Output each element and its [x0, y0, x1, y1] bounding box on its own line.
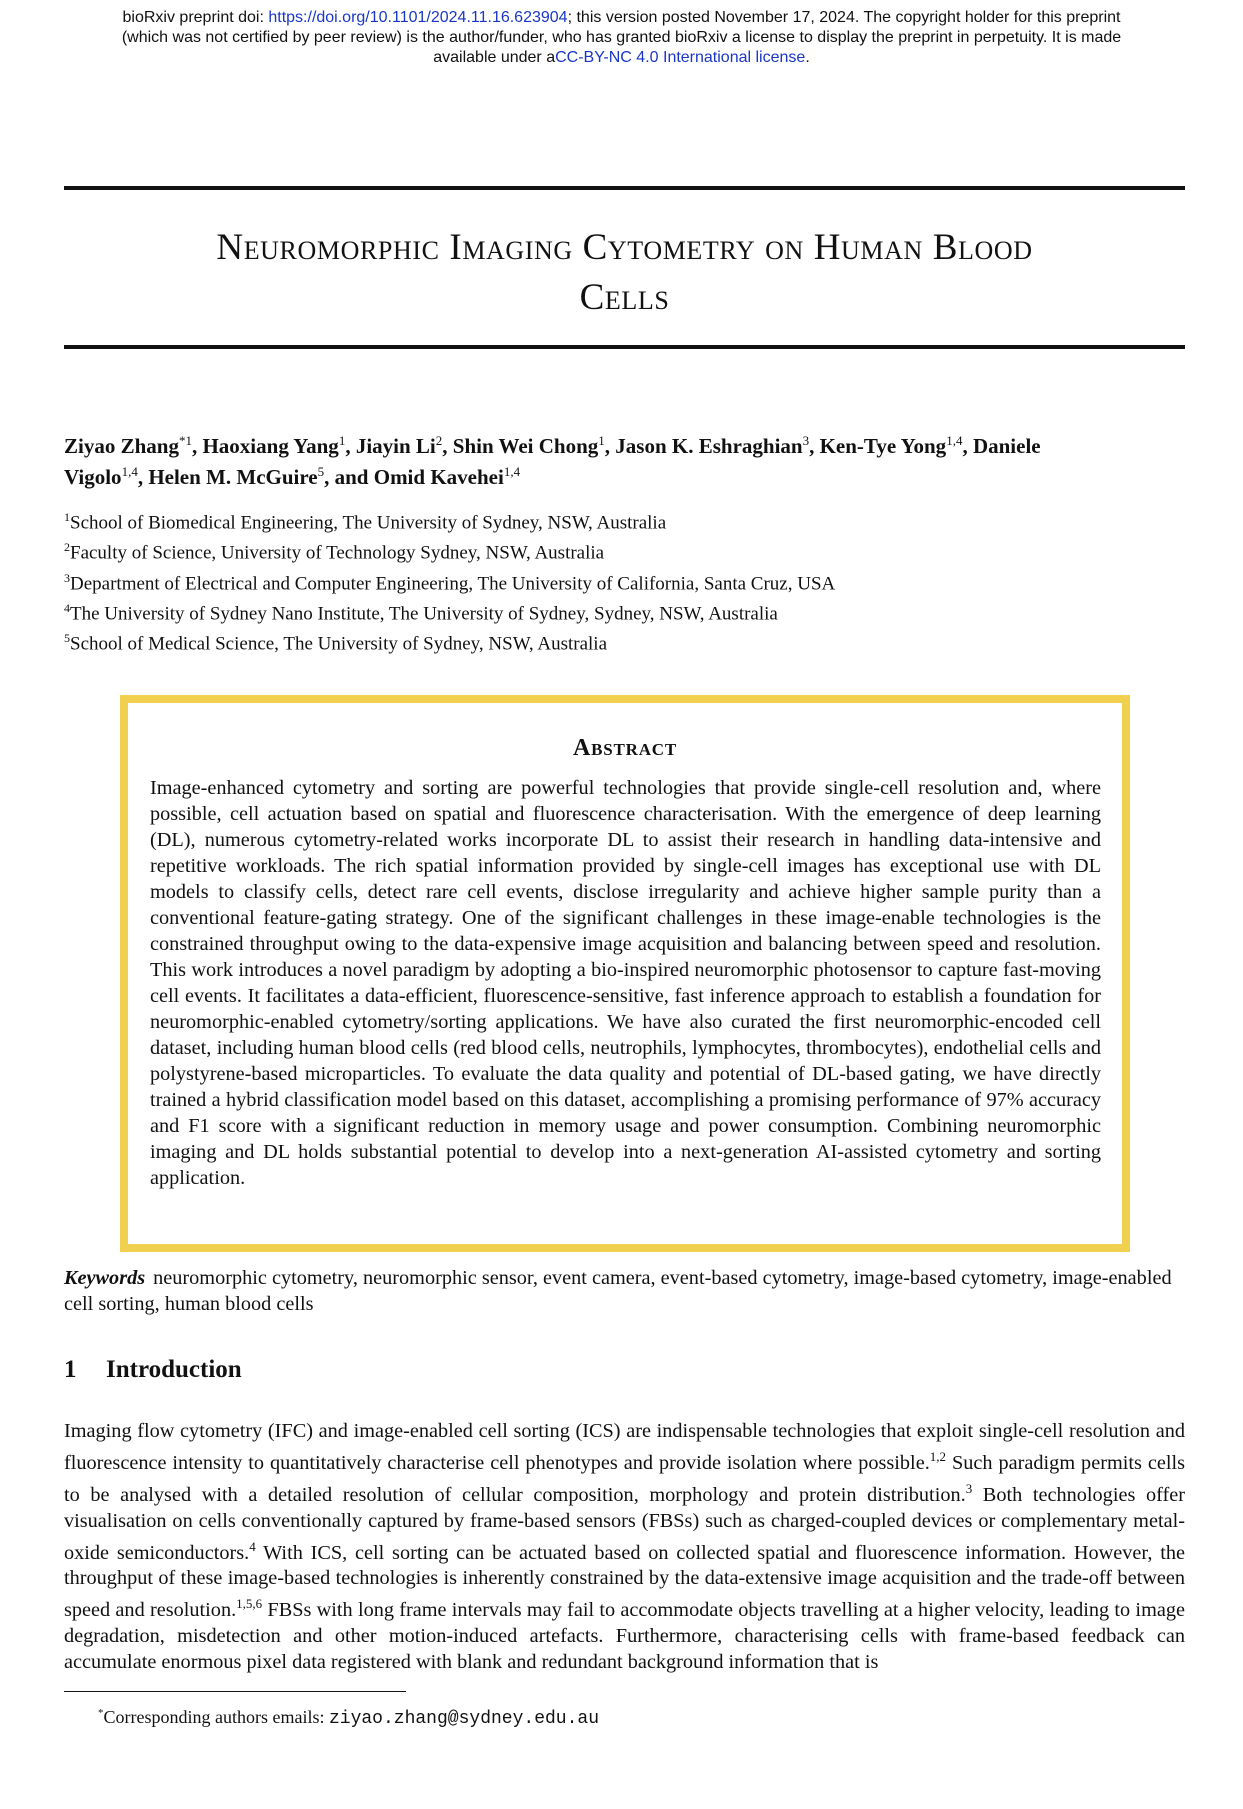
- author-affil-sup: *1: [178, 433, 192, 448]
- author: [453, 434, 605, 458]
- author-line-2: Vigolo$^{1,4}$, Helen M. McGuire$^5$, and Omid Kavehei$^{1,4}$: [64, 464, 521, 489]
- citation-sup: 4: [249, 1538, 256, 1554]
- author: [64, 465, 138, 489]
- author-name: Ziyao Zhang: [64, 434, 179, 458]
- corresponding-email[interactable]: ziyao.zhang@sydney.edu.au: [328, 1709, 600, 1729]
- affiliation-text: Department of Electrical and Computer Engineering, The University of California, Santa Cruz, USA: [70, 572, 836, 594]
- title-rule-top: [64, 186, 1185, 190]
- intro-text: FBSs with long frame intervals may fail to accommodate objects travelling at a higher velocity, leading to image degradation, misdetection and other motion-induced artefacts. Furthermore, characterising cells with frame-based feedback can accumulate enormous pixel data registered with blank and redundant background information that is: [64, 1599, 1185, 1674]
- affiliation-text: Faculty of Science, University of Technology Sydney, NSW, Australia: [70, 542, 605, 564]
- affiliation-sup: 5: [64, 631, 70, 646]
- citation-sup: 1,5,6: [236, 1596, 263, 1612]
- affiliation: [64, 505, 1185, 535]
- affiliation: [64, 566, 1185, 596]
- affiliation-text: School of Biomedical Engineering, The University of Sydney, NSW, Australia: [70, 512, 667, 534]
- banner-text: available under a: [433, 49, 556, 66]
- affiliation: [64, 535, 1185, 565]
- affiliation-sup: 2: [64, 540, 70, 555]
- author-affil-sup: 1: [598, 433, 605, 448]
- affiliation-text: The University of Sydney Nano Institute, The University of Sydney, Sydney, NSW, Australia: [70, 603, 778, 625]
- author-name: Daniele: [972, 434, 1041, 458]
- preprint-banner: [0, 8, 1243, 68]
- banner-text: bioRxiv preprint doi:: [122, 9, 269, 26]
- keywords-text: neuromorphic cytometry, neuromorphic sensor, event camera, event-based cytometry, image-based cytometry, image-enabled cell sorting, human blood cells: [64, 1267, 1172, 1315]
- abstract-body: Image-enhanced cytometry and sorting are powerful technologies that provide single-cell resolution and, where possible, cell actuation based on spatial and fluorescence characterisation. With the emergence of deep learning (DL), numerous cytometry-related works incorporate DL to assist their research in handling data-intensive and repetitive workloads. The rich spatial information provided by single-cell images has exceptional use with DL models to classify cells, detect rare cell events, disclose irregularity and achieve higher sample purity than a conventional feature-gating strategy. One of the significant challenges in these image-enable technologies is the constrained throughput owing to the data-expensive image acquisition and balancing between speed and resolution. This work introduces a novel paradigm by adopting a bio-inspired neuromorphic photosensor to capture fast-moving cell events. It facilitates a data-efficient, fluorescence-sensitive, fast inference approach to establish a foundation for neuromorphic-enabled cytometry/sorting applications. We have also curated the first neuromorphic-encoded cell dataset, including human blood cells (red blood cells, neutrophils, lymphocytes, thrombocytes), endothelial cells and polystyrene-based microparticles. To evaluate the data quality and potential of DL-based gating, we have directly trained a hybrid classification model based on this dataset, accomplishing a promising performance of 97% accuracy and F1 score with a significant reduction in memory usage and power consumption. Combining neuromorphic imaging and DL holds substantial potential to develop into a next-generation AI-assisted cytometry and sorting application.: [150, 777, 1101, 1189]
- intro-text: Such paradigm permits cells to be analysed with a detailed resolution of cellular composition, morphology and protein distribution.: [64, 1451, 1186, 1506]
- footnote: [98, 1702, 599, 1730]
- section-number: 1: [64, 1356, 77, 1383]
- author-name: Ken-Tye Yong: [819, 434, 947, 458]
- author-affil-sup: 5: [317, 464, 325, 479]
- citation-sup: 1,2: [929, 1449, 947, 1464]
- author-name: Vigolo: [64, 465, 122, 489]
- author: [615, 434, 809, 458]
- author: [148, 465, 324, 489]
- author-affil-sup: 1: [338, 433, 346, 448]
- author: [356, 434, 442, 458]
- keywords: [64, 1265, 1185, 1317]
- author-list: [64, 428, 1185, 490]
- banner-line-1: [0, 8, 1243, 28]
- section-heading: [64, 1356, 242, 1384]
- author-affil-sup: 3: [802, 433, 810, 448]
- author: [973, 434, 1041, 458]
- doi-link[interactable]: https://doi.org/10.1101/2024.11.16.623904: [268, 9, 568, 26]
- keywords-label: Keywords: [64, 1267, 146, 1289]
- author-affil-sup: 1,4: [503, 464, 521, 479]
- intro-text: With ICS, cell sorting can be actuated based on collected spatial and fluorescence information. However, the throughput of these image-based technologies is inherently constrained by the data-extensive image acquisition and the trade-off between speed and resolution.: [64, 1541, 1185, 1622]
- intro-paragraph: [64, 1418, 1185, 1675]
- footnote-marker: *: [98, 1707, 104, 1719]
- author-affil-sup: 1,4: [121, 464, 138, 479]
- author-name: Shin Wei Chong: [452, 434, 599, 458]
- author-affil-sup: 1,4: [946, 433, 963, 448]
- author-name: Helen M. McGuire: [148, 465, 318, 489]
- author: [202, 434, 345, 458]
- author-affil-sup: 2: [435, 433, 443, 448]
- paper-title: [64, 223, 1185, 323]
- author: [335, 465, 520, 489]
- citation-sup: 3: [965, 1480, 973, 1496]
- author-name: and Omid Kavehei: [334, 465, 504, 489]
- affiliation: [64, 626, 1185, 656]
- banner-text: .: [805, 49, 810, 66]
- footnote-rule: [64, 1691, 406, 1692]
- affiliation-list: [64, 505, 1185, 657]
- affiliation-sup: 3: [64, 570, 70, 585]
- banner-line-3: [0, 48, 1243, 68]
- title-line-2: Cells: [579, 277, 670, 318]
- author-line-1: Ziyao Zhang$^{*1}$, Haoxiang Yang$^1$, Jiayin Li$^2$, Shin Wei Chong$^1$, Jason K. Eshraghian$^3$, Ken-Tye Yong$^{1,4}$, Daniele: [64, 433, 1041, 458]
- author-name: Jiayin Li: [355, 434, 436, 458]
- author-name: Jason K. Eshraghian: [615, 434, 803, 458]
- abstract-heading: Abstract: [572, 735, 678, 761]
- title-line-1: Neuromorphic Imaging Cytometry on Human Blood: [216, 227, 1033, 268]
- affiliation-text: School of Medical Science, The University of Sydney, NSW, Australia: [70, 633, 608, 655]
- author: [64, 434, 192, 458]
- author-name: Haoxiang Yang: [202, 434, 339, 458]
- title-rule-bottom: [64, 345, 1185, 349]
- intro-text: Imaging flow cytometry (IFC) and image-enabled cell sorting (ICS) are indispensable technologies that exploit single-cell resolution and fluorescence intensity to quantitatively characterise cell phenotypes and provide isolation where possible.: [64, 1420, 1185, 1474]
- affiliation-sup: 4: [64, 600, 70, 615]
- banner-text: ; this version posted November 17, 2024. The copyright holder for this preprint: [567, 9, 1121, 26]
- license-link[interactable]: CC-BY-NC 4.0 International license: [555, 49, 806, 66]
- footnote-label: Corresponding authors emails:: [103, 1707, 329, 1727]
- affiliation-sup: 1: [64, 510, 70, 524]
- banner-line-2: (which was not certified by peer review) is the author/funder, who has granted bioRxiv a license to display the preprint in perpetuity. It is made: [121, 29, 1122, 46]
- section-title: Introduction: [106, 1356, 242, 1383]
- affiliation: [64, 596, 1185, 626]
- intro-text: Both technologies offer visualisation on cells conventionally captured by frame-based sensors (FBSs) such as charged-coupled devices or complementary metal-oxide semiconductors.: [64, 1483, 1186, 1564]
- author: [820, 434, 963, 458]
